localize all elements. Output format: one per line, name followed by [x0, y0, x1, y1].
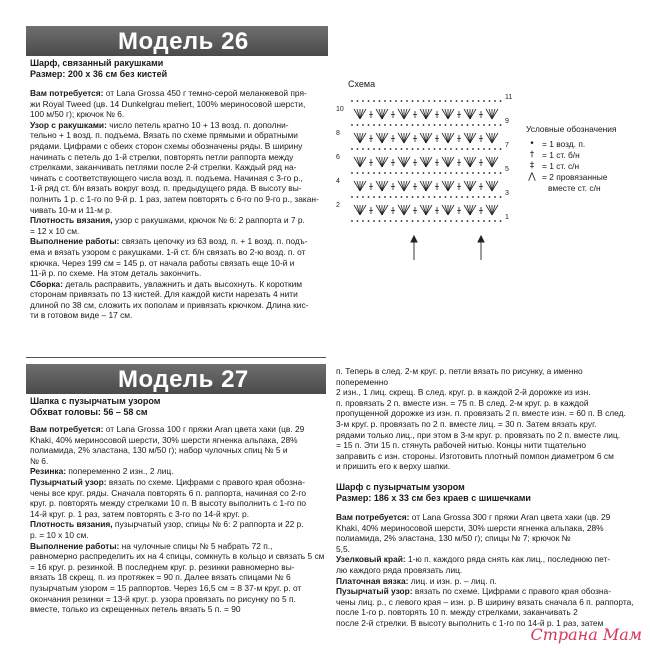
chain-stitch	[384, 124, 386, 126]
scarf-27-size: Размер: 186 х 33 см без краев с шишечками	[336, 492, 531, 503]
double-crochet-stitch	[404, 109, 410, 119]
crochet-chart	[334, 92, 512, 262]
legend-title: Условные обозначения	[526, 124, 617, 134]
chain-stitch	[379, 196, 381, 198]
chart-row-label: 4	[336, 178, 340, 185]
legend-item-dc2tog: ⋀ = 2 провязанные	[526, 172, 646, 183]
chain-stitch	[357, 172, 359, 174]
double-crochet-stitch	[376, 157, 382, 167]
chain-stitch	[417, 148, 419, 150]
chain-stitch	[434, 196, 436, 198]
chain-stitch	[478, 220, 480, 222]
chain-stitch	[456, 220, 458, 222]
chain-stitch	[395, 100, 397, 102]
chain-stitch	[478, 124, 480, 126]
chain-stitch	[390, 148, 392, 150]
chain-stitch	[456, 172, 458, 174]
chain-stitch	[478, 172, 480, 174]
legend-item-dc2tog-cont: вместе ст. с/н	[548, 183, 601, 193]
double-crochet-stitch	[426, 157, 432, 167]
chain-stitch	[461, 124, 463, 126]
chart-grid	[351, 100, 501, 222]
chain-stitch	[450, 196, 452, 198]
chain-stitch	[412, 172, 414, 174]
double-crochet-stitch	[398, 205, 404, 215]
model-27-subtitle: Шапка с пузырчатым узором	[30, 396, 161, 406]
double-crochet-icon: ‡	[529, 161, 535, 171]
chain-stitch	[357, 220, 359, 222]
chain-stitch	[401, 100, 403, 102]
model-26-text	[30, 58, 328, 321]
scarf-27-subtitle: Шарф с пузырчатым узором	[336, 481, 465, 492]
chain-stitch	[395, 124, 397, 126]
chain-stitch	[357, 100, 359, 102]
double-crochet-stitch	[486, 157, 492, 167]
double-crochet-stitch	[442, 133, 448, 143]
double-crochet-stitch	[470, 109, 476, 119]
chain-stitch	[489, 196, 491, 198]
chart-row-label: 10	[336, 106, 344, 113]
chain-stitch	[500, 196, 502, 198]
model-26-density: Плотность вязания, узор с ракушками, крючок № 6: 2 раппорта и 7 р. = 12 х 10 см.	[30, 215, 305, 236]
chain-stitch	[500, 148, 502, 150]
chain-stitch	[412, 124, 414, 126]
chain-stitch	[439, 196, 441, 198]
chain-stitch	[500, 100, 502, 102]
repeat-arrows	[411, 236, 484, 260]
chain-stitch	[483, 148, 485, 150]
chain-stitch	[494, 172, 496, 174]
double-crochet-stitch	[376, 109, 382, 119]
double-crochet-stitch	[448, 205, 454, 215]
double-crochet-stitch	[376, 205, 382, 215]
chain-stitch	[417, 196, 419, 198]
chain-stitch	[395, 196, 397, 198]
chain-stitch	[439, 124, 441, 126]
double-crochet-stitch	[492, 133, 498, 143]
chain-stitch	[483, 220, 485, 222]
chain-stitch	[423, 124, 425, 126]
double-crochet-stitch	[360, 109, 366, 119]
model-26-assembly: Сборка: деталь расправить, увлажнить и дать высохнуть. К коротким сторонам привязать по 13 кистей. Для каждой кисти нарезать 4 нити длиной по 38 см, сложить их пополам и привязать крючком. Длина кис- ти в готовом виде – 17 см.	[30, 278, 309, 321]
chain-stitch	[472, 100, 474, 102]
chain-stitch	[456, 148, 458, 150]
chain-stitch	[445, 100, 447, 102]
chain-stitch	[406, 100, 408, 102]
double-crochet-stitch	[398, 157, 404, 167]
chain-stitch	[434, 124, 436, 126]
chart-legend	[526, 124, 646, 194]
chain-stitch	[373, 196, 375, 198]
chain-stitch	[500, 172, 502, 174]
chain-stitch	[390, 124, 392, 126]
double-crochet-stitch	[426, 205, 432, 215]
chain-stitch	[379, 100, 381, 102]
chain-stitch	[461, 220, 463, 222]
chain-stitch	[417, 100, 419, 102]
chain-stitch	[439, 100, 441, 102]
chain-stitch	[395, 172, 397, 174]
chain-stitch	[362, 220, 364, 222]
chain-stitch	[362, 100, 364, 102]
chain-stitch	[368, 124, 370, 126]
chain-stitch	[445, 124, 447, 126]
double-crochet-stitch	[420, 157, 426, 167]
model-27-title: Модель 27	[118, 366, 249, 393]
double-crochet-stitch	[442, 157, 448, 167]
double-crochet-stitch	[492, 109, 498, 119]
double-crochet-stitch	[464, 133, 470, 143]
chain-stitch	[450, 124, 452, 126]
chain-stitch	[434, 148, 436, 150]
chain-stitch	[373, 124, 375, 126]
chain-stitch	[417, 124, 419, 126]
chart-row-label: 1	[505, 214, 509, 221]
double-crochet-stitch	[382, 205, 388, 215]
chain-stitch	[472, 172, 474, 174]
single-crochet-icon: †	[529, 150, 535, 160]
chain-stitch	[412, 148, 414, 150]
model-26-needed: Вам потребуется: от Lana Grossa 450 г темно-серой меланжевой пря- жи Royal Tweed (цв. 14 Dunkelgrau meliert, 100% мериносовой шерсти, 100 м/50 г); крючок № 6.	[30, 88, 307, 120]
chain-stitch	[494, 196, 496, 198]
chain-stitch	[428, 220, 430, 222]
double-crochet-stitch	[420, 109, 426, 119]
model-26-work: Выполнение работы: связать цепочку из 63 возд. п. + 1 возд. п. подъ- ема и вязать узором с ракушками. 1-й ст. б/н связать во 2-ю возд. п. от крючка. Через 199 см = 145 р. от начала работы связать еще 10-й и 11-й р. по схеме. На этом деталь закончить.	[30, 236, 308, 279]
chain-stitch	[434, 172, 436, 174]
chain-stitch	[483, 124, 485, 126]
chain-stitch	[401, 220, 403, 222]
chain-stitch	[467, 148, 469, 150]
model-27-continue-text: п. Теперь в след. 2-м круг. р. петли вязать по рисунку, а именно попеременно 2 изн., 1 лиц. скрещ. В след. круг. р. в каждой 2-й дорожке из изн. п. провязать 2 п. вместе изн. = 75 п. В след. 2-м круг. р. в каждой пропущенной дорожке из изн. п. провязать 2 п. вместе изн. = 60 п. В след. 3-м круг. р. провязать по 2 п. вместе лиц. = 30 п. Затем вязать круг. рядами только лиц., при этом в 3-м круг. р. провязать по 2 п. вместе лиц. = 15 п. Эти 15 п. стянуть рабочей нитью. Концы нити тщательно заправить с изн. стороны. Изготовить плотный помпон диаметром 6 см и пришить его к верху шапки.	[336, 366, 626, 472]
double-crochet-stitch	[470, 205, 476, 215]
chain-stitch	[351, 172, 353, 174]
double-crochet-stitch	[470, 157, 476, 167]
double-crochet-stitch	[486, 109, 492, 119]
watermark-logo: Страна Мам	[530, 625, 642, 644]
chain-stitch	[461, 100, 463, 102]
chain-stitch	[483, 172, 485, 174]
double-crochet-stitch	[470, 133, 476, 143]
chain-stitch	[456, 100, 458, 102]
chain-stitch	[351, 220, 353, 222]
chain-stitch	[412, 220, 414, 222]
model-27-banner	[26, 364, 326, 394]
chain-stitch	[423, 100, 425, 102]
double-crochet-stitch	[470, 181, 476, 191]
chain-stitch	[500, 124, 502, 126]
double-crochet-stitch	[398, 181, 404, 191]
chain-stitch	[494, 220, 496, 222]
model-27-density: Плотность вязания, пузырчатый узор, спицы № 6: 2 раппорта и 22 р. р. = 10 х 10 см.	[30, 519, 304, 540]
chain-stitch	[467, 100, 469, 102]
chain-stitch	[445, 220, 447, 222]
double-crochet-stitch	[426, 133, 432, 143]
chain-stitch	[478, 148, 480, 150]
double-crochet-stitch	[442, 109, 448, 119]
model-27-work: Выполнение работы: на чулочные спицы № 5 набрать 72 п., равномерно распределить их на 4 спицы, сомкнуть в кольцо и связать 5 см = 16 круг. р. резинкой. В последнем круг. р. резинки равномерно вы- вязать 18 скрещ. п. из протяжек = 90 п. Далее вязать спицами № 6 пузырчатым узором = 15 раппортов. Через 16,5 см = 8 37-м круг. р. от окончания резинки = 13-й круг. р. узора провязать по рисунку по 5 п. вместе, только из скрещенных петель вязать 5 п. = 90	[30, 540, 325, 615]
chain-stitch	[450, 148, 452, 150]
double-crochet-stitch	[492, 181, 498, 191]
chain-stitch	[406, 124, 408, 126]
chain-stitch	[351, 196, 353, 198]
double-crochet-stitch	[420, 181, 426, 191]
chain-stitch	[362, 196, 364, 198]
chain-stitch	[395, 220, 397, 222]
chart-row-label: 2	[336, 202, 340, 209]
double-crochet-stitch	[442, 181, 448, 191]
model-27-bubble: Пузырчатый узор: вязать по схеме. Цифрами с правого края обозна- чены все круг. ряды. Сначала повторять 6 п. раппорта, начиная со 2-го круг. р. повторять между стрелками 10 п. В высоту выполнить с 1-го по 14-й круг. р. 1 раз, затем повторять с 3-го по 14-й круг. р.	[30, 476, 307, 519]
chain-stitch	[373, 220, 375, 222]
double-crochet-stitch	[486, 133, 492, 143]
double-crochet-stitch	[442, 205, 448, 215]
chain-stitch	[362, 124, 364, 126]
legend-item-sc: † = 1 ст. б/н	[526, 150, 646, 161]
repeat-arrow-right-head	[478, 236, 484, 242]
chain-stitch	[478, 100, 480, 102]
chain-stitch	[423, 172, 425, 174]
scarf-27-bubble: Пузырчатый узор: вязать по схеме. Цифрами с правого края обозна- чены лиц. р., с левого края – изн. р. В ширину вязать сначала 6 п. раппорта, после 1-го р. повторять 10 п. между стрелками, заканчивать 2 после 2-й стрелки. В высоту выполнить с 1-го по 14-й р. 1 раз, затем	[336, 586, 634, 628]
chain-stitch	[489, 124, 491, 126]
chain-stitch	[384, 196, 386, 198]
chain-stitch	[417, 172, 419, 174]
model-27-continued	[336, 366, 636, 628]
chain-stitch	[423, 196, 425, 198]
chain-stitch	[439, 172, 441, 174]
chart-title: Схема	[348, 79, 376, 89]
chain-stitch	[428, 100, 430, 102]
chain-stitch	[439, 220, 441, 222]
chain-stitch	[489, 148, 491, 150]
double-crochet-stitch	[354, 205, 360, 215]
double-crochet-stitch	[426, 181, 432, 191]
double-crochet-stitch	[376, 133, 382, 143]
chain-stitch	[351, 124, 353, 126]
double-crochet-stitch	[354, 157, 360, 167]
chart-row-label: 3	[505, 190, 509, 197]
chain-stitch	[368, 196, 370, 198]
chain-stitch	[401, 124, 403, 126]
model-26-title: Модель 26	[118, 28, 249, 55]
chain-stitch	[373, 148, 375, 150]
chart-row-label: 7	[505, 142, 509, 149]
double-crochet-stitch	[360, 133, 366, 143]
double-crochet-stitch	[382, 181, 388, 191]
model-26-pattern: Узор с ракушками: число петель кратно 10 + 13 возд. п. дополни- тельно + 1 возд. п. подъема. Вязать по схеме прямыми и обратными рядами. Цифрами с обеих сторон схемы обозначены ряды. В ширину начинать с петель до 1-й стрелки, повторять петли раппорта между стрелками, заканчивать петлями после 2-й стрелки. Каждый ряд на- чинать с соответствующего числа возд. п. подъема. Начиная с 3-го р., 1-й ряд ст. б/н вязать вокруг возд. п. предыдущего ряда. В высоту вы- полнить 1 р. с 1-го по 9-й р. 1 раз, затем повторять с 6-го по 9-го р., закан- чивать 10-м и 11-м р.	[30, 119, 319, 215]
double-crochet-stitch	[404, 205, 410, 215]
chain-stitch	[489, 172, 491, 174]
chain-stitch	[406, 148, 408, 150]
chain-stitch	[489, 220, 491, 222]
chain-stitch	[373, 100, 375, 102]
chart-row-label: 6	[336, 154, 340, 161]
chain-stitch	[412, 196, 414, 198]
chain-stitch	[368, 100, 370, 102]
chain-stitch	[494, 148, 496, 150]
chain-stitch	[384, 220, 386, 222]
chain-stitch	[472, 196, 474, 198]
chart-row-label: 8	[336, 130, 340, 137]
chain-stitch	[472, 148, 474, 150]
chain-stitch	[428, 148, 430, 150]
chain-stitch	[401, 172, 403, 174]
scarf-27-garter: Платочная вязка: лиц. и изн. р. – лиц. п.	[336, 575, 497, 586]
dc2tog-icon: ⋀	[528, 172, 536, 182]
chain-stitch	[406, 196, 408, 198]
chain-stitch	[384, 100, 386, 102]
model-26-subtitle: Шарф, связанный ракушками	[30, 58, 164, 68]
chain-stitch	[445, 148, 447, 150]
chain-stitch	[406, 220, 408, 222]
chain-stitch	[395, 148, 397, 150]
double-crochet-stitch	[360, 157, 366, 167]
chain-stitch	[467, 172, 469, 174]
double-crochet-stitch	[382, 157, 388, 167]
chain-stitch	[357, 124, 359, 126]
chain-stitch	[500, 220, 502, 222]
chain-stitch	[428, 124, 430, 126]
model-26-size: Размер: 200 х 36 см без кистей	[30, 69, 168, 79]
double-crochet-stitch	[464, 109, 470, 119]
double-crochet-stitch	[398, 109, 404, 119]
model-27-size: Обхват головы: 56 – 58 см	[30, 407, 148, 417]
chain-stitch	[362, 148, 364, 150]
chain-stitch	[412, 100, 414, 102]
chart-row-label: 5	[505, 166, 509, 173]
double-crochet-stitch	[486, 181, 492, 191]
double-crochet-stitch	[382, 133, 388, 143]
chain-stitch	[401, 196, 403, 198]
double-crochet-stitch	[426, 109, 432, 119]
chart-row-labels-left	[336, 106, 344, 209]
double-crochet-stitch	[464, 157, 470, 167]
chart-row-labels-right	[505, 94, 512, 221]
chain-stitch	[467, 124, 469, 126]
double-crochet-stitch	[404, 133, 410, 143]
chain-stitch	[494, 100, 496, 102]
chart-row-label: 11	[505, 94, 512, 101]
double-crochet-stitch	[360, 205, 366, 215]
chain-stitch	[423, 148, 425, 150]
double-crochet-stitch	[448, 109, 454, 119]
chain-stitch	[379, 220, 381, 222]
double-crochet-stitch	[420, 205, 426, 215]
chain-stitch	[384, 172, 386, 174]
chain-stitch	[368, 172, 370, 174]
chain-stitch	[483, 196, 485, 198]
chain-stitch	[390, 172, 392, 174]
chain-stitch	[423, 220, 425, 222]
model-27-needed: Вам потребуется: от Lana Grossa 100 г пряжи Aran цвета хаки (цв. 29 Khaki, 40% мериносовой шерсти, 30% шерсти ягненка альпака, 28% полиамида, 2% эластана, 130 м/50 г); набор чулочных спиц № 5 и № 6.	[30, 424, 305, 466]
double-crochet-stitch	[398, 133, 404, 143]
chain-stitch	[494, 124, 496, 126]
chain-stitch	[373, 172, 375, 174]
scarf-27-edge: Узелковый край: 1-ю п. каждого ряда снять как лиц., последнюю пет- лю каждого ряда провязать лиц.	[336, 554, 611, 575]
double-crochet-stitch	[354, 133, 360, 143]
double-crochet-stitch	[492, 205, 498, 215]
double-crochet-stitch	[360, 181, 366, 191]
chain-stitch	[456, 196, 458, 198]
double-crochet-stitch	[420, 133, 426, 143]
double-crochet-stitch	[354, 181, 360, 191]
repeat-arrow-left-head	[411, 236, 417, 242]
double-crochet-stitch	[486, 205, 492, 215]
chart-row-label: 9	[505, 118, 509, 125]
chain-stitch	[390, 196, 392, 198]
chain-stitch	[461, 196, 463, 198]
chain-stitch	[417, 220, 419, 222]
model-27-rib: Резинка: попеременно 2 изн., 2 лиц.	[30, 466, 174, 477]
chain-stitch	[428, 172, 430, 174]
chain-stitch	[467, 220, 469, 222]
chain-stitch	[461, 148, 463, 150]
chain-stitch	[472, 220, 474, 222]
chain-stitch	[445, 196, 447, 198]
double-crochet-stitch	[376, 181, 382, 191]
model-26-banner	[26, 26, 328, 56]
chain-stitch	[450, 172, 452, 174]
double-crochet-stitch	[448, 133, 454, 143]
double-crochet-stitch	[448, 157, 454, 167]
chain-stitch	[478, 196, 480, 198]
chain-stitch	[439, 148, 441, 150]
model-27-text	[30, 396, 328, 615]
chain-stitch	[379, 124, 381, 126]
chain-stitch	[450, 100, 452, 102]
chain-stitch	[472, 124, 474, 126]
double-crochet-stitch	[492, 157, 498, 167]
chain-stitch	[390, 100, 392, 102]
chain-stitch	[368, 220, 370, 222]
chain-stitch	[390, 220, 392, 222]
chain-stitch	[406, 172, 408, 174]
chain-stitch	[379, 172, 381, 174]
double-crochet-stitch	[464, 205, 470, 215]
chain-stitch	[467, 196, 469, 198]
double-crochet-stitch	[464, 181, 470, 191]
double-crochet-stitch	[404, 157, 410, 167]
double-crochet-stitch	[404, 181, 410, 191]
chain-stitch	[379, 148, 381, 150]
chain-stitch	[434, 220, 436, 222]
chain-stitch	[461, 172, 463, 174]
chain-stitch	[483, 100, 485, 102]
chain-stitch	[357, 196, 359, 198]
double-crochet-stitch	[448, 181, 454, 191]
chain-stitch	[401, 148, 403, 150]
chain-stitch	[351, 100, 353, 102]
chain-stitch	[357, 148, 359, 150]
chain-stitch	[384, 148, 386, 150]
chain-stitch	[434, 100, 436, 102]
chain-stitch	[456, 124, 458, 126]
chain-stitch	[450, 220, 452, 222]
chain-stitch	[351, 148, 353, 150]
chain-icon: •	[529, 139, 535, 149]
chain-stitch	[362, 172, 364, 174]
chain-stitch	[489, 100, 491, 102]
double-crochet-stitch	[354, 109, 360, 119]
scarf-27-needed: Вам потребуется: от Lana Grossa 300 г пряжи Aran цвета хаки (цв. 29 Khaki, 40% мериносовой шерсти, 30% шерсти ягненка альпака, 28% полиамида, 2% эластана, 130 м/50 г); спицы № 7; крючок № 5,5.	[336, 511, 611, 554]
double-crochet-stitch	[382, 109, 388, 119]
chain-stitch	[445, 172, 447, 174]
section-divider	[26, 357, 326, 358]
legend-item-chain: • = 1 возд. п.	[526, 139, 646, 150]
chain-stitch	[368, 148, 370, 150]
chain-stitch	[428, 196, 430, 198]
legend-item-dc: ‡ = 1 ст. с/н	[526, 161, 646, 172]
